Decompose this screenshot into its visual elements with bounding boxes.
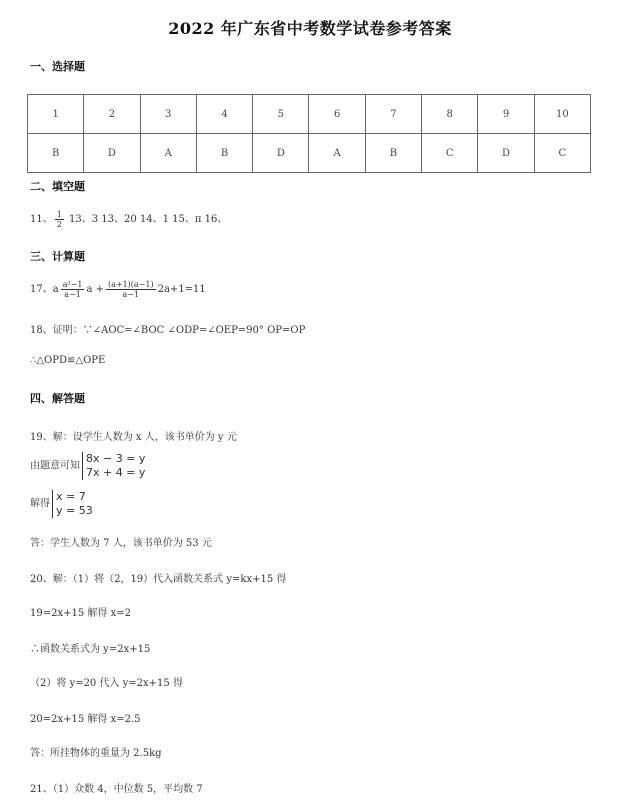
table-cell: 5 [253, 95, 309, 134]
section-heading-solve: 四、解答题 [30, 392, 85, 405]
q11-label: 11、 [30, 214, 53, 225]
table-cell: 3 [140, 95, 196, 134]
table-cell: D [253, 134, 309, 173]
question-number-row [28, 95, 591, 134]
table-cell: B [28, 134, 84, 173]
table-cell: 4 [196, 95, 252, 134]
q19-line: 19、解：设学生人数为 x 人，该书单价为 y 元 [30, 432, 237, 443]
table-cell: 9 [478, 95, 534, 134]
q20-line: 20、解：（1）将（2，19）代入函数关系式 y=kx+15 得 [30, 574, 287, 585]
q20-step: 20=2x+15 解得 x=2.5 [30, 714, 141, 725]
table-cell: C [422, 134, 478, 173]
solution-2: y = 53 [56, 504, 93, 517]
table-cell: A [140, 134, 196, 173]
table-cell: 10 [534, 95, 590, 134]
q21-line: 21、（1）众数 4，中位数 5，平均数 7 [30, 784, 203, 795]
fraction [106, 280, 156, 299]
q17-mid: a + [86, 284, 104, 295]
fraction-denominator: a−1 [122, 290, 140, 299]
q20-step: （2）将 y=20 代入 y=2x+15 得 [30, 678, 183, 689]
q20-step: ∴函数关系式为 y=2x+15 [30, 644, 151, 655]
q19-answer: 答：学生人数为 7 人，该书单价为 53 元 [30, 538, 212, 549]
q17-line [30, 280, 206, 299]
equation-1: 8x − 3 = y [86, 452, 146, 465]
fraction [61, 280, 85, 299]
table-cell: 1 [28, 95, 84, 134]
answer-table [27, 94, 591, 173]
q19-system [30, 452, 145, 480]
q18-conclusion: ∴△OPD≌△OPE [30, 355, 106, 366]
answer-row [28, 134, 591, 173]
fraction-denominator: 2 [56, 220, 62, 229]
q20-answer: 答：所挂物体的重量为 2.5kg [30, 748, 162, 759]
section-heading-choice: 一、选择题 [30, 60, 85, 73]
q19-system-label: 由题意可知 [30, 460, 80, 472]
page-title: 2022 年广东省中考数学试卷参考答案 [168, 19, 452, 38]
table-cell: C [534, 134, 590, 173]
solution-system [52, 490, 93, 518]
equation-2: 7x + 4 = y [86, 466, 146, 479]
section-heading-fill: 二、填空题 [30, 180, 85, 193]
q17-tail: 2a+1=11 [157, 284, 206, 295]
fraction [55, 210, 64, 229]
q20-step: 19=2x+15 解得 x=2 [30, 608, 131, 619]
table-cell: 7 [365, 95, 421, 134]
q17-prefix: 17、a [30, 284, 59, 295]
fraction-numerator: (a+1)(a−1) [108, 280, 154, 289]
q19-solution-label: 解得 [30, 498, 50, 510]
q19-solution [30, 490, 93, 518]
table-cell: 6 [309, 95, 365, 134]
fraction-numerator: a²−1 [62, 280, 83, 289]
table-cell: 2 [84, 95, 140, 134]
table-cell: D [84, 134, 140, 173]
section-heading-calc: 三、计算题 [30, 250, 85, 263]
table-cell: B [196, 134, 252, 173]
table-cell: B [365, 134, 421, 173]
fraction-numerator: 1 [56, 210, 62, 219]
table-cell: A [309, 134, 365, 173]
table-cell: 8 [422, 95, 478, 134]
fraction-denominator: a−1 [64, 290, 81, 299]
solution-1: x = 7 [56, 490, 86, 503]
table-cell: D [478, 134, 534, 173]
fill-answers-line [30, 210, 227, 229]
q18-line: 18、证明：∵∠AOC=∠BOC ∠ODP=∠OEP=90° OP=OP [30, 325, 306, 336]
fill-rest: 13、3 13、20 14、1 15、π 16、 [65, 214, 228, 225]
equation-system [82, 452, 145, 480]
